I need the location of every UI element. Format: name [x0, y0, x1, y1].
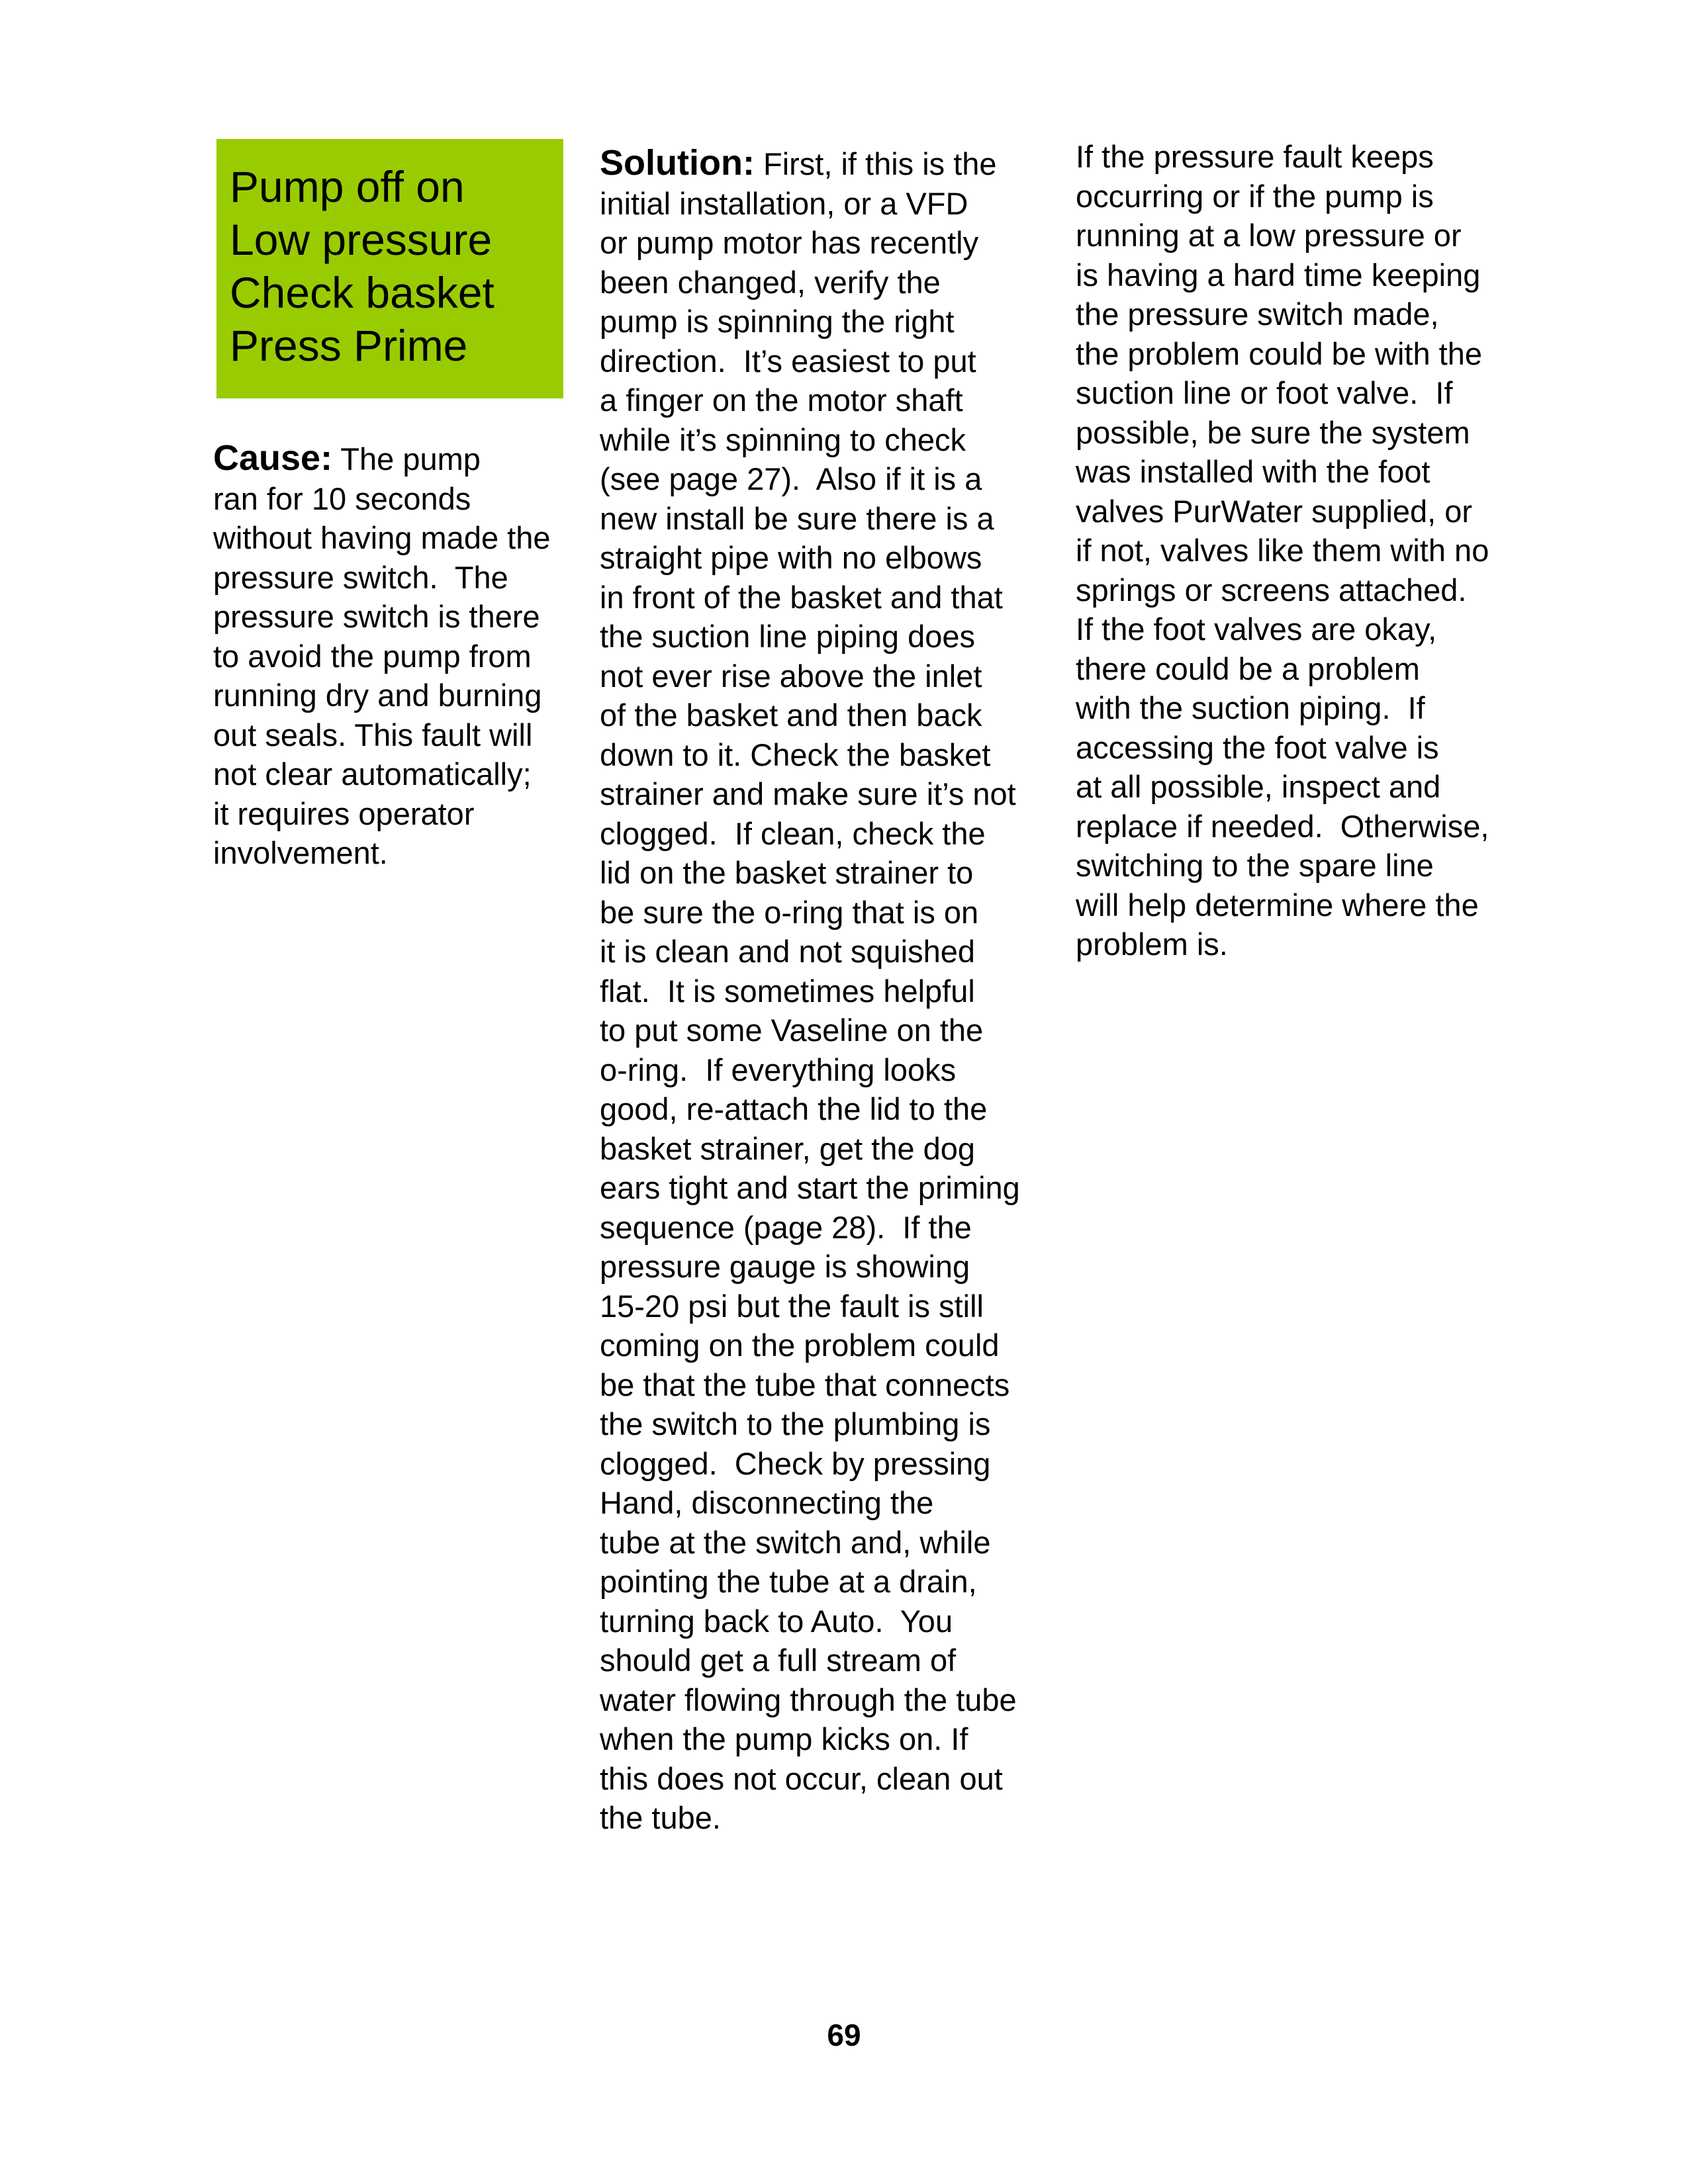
cause-text-line: ran for 10 seconds: [213, 480, 471, 516]
solution-text-line: clogged. Check by pressing: [600, 1445, 991, 1481]
cause-text-line: running dry and burning: [213, 678, 542, 713]
solution-text-line: (see page 27). Also if it is a: [600, 461, 982, 496]
continuation-text-line: running at a low pressure or: [1076, 218, 1462, 253]
solution-text-line: the suction line piping does: [600, 619, 976, 654]
solution-text-line: ears tight and start the priming: [600, 1170, 1020, 1205]
solution-text-line: First, if this is the: [754, 146, 997, 181]
solution-text-line: new install be sure there is a: [600, 500, 994, 536]
alarm-line: Press Prime: [230, 321, 468, 370]
solution-text-line: straight pipe with no elbows: [600, 540, 982, 575]
solution-text-line: pump is spinning the right: [600, 304, 955, 339]
solution-text-line: good, re-attach the lid to the: [600, 1091, 988, 1126]
continuation-text-line: if not, valves like them with no: [1076, 533, 1489, 568]
solution-text-line: tube at the switch and, while: [600, 1524, 991, 1560]
alarm-message-box: [216, 139, 563, 398]
continuation-text-line: is having a hard time keeping: [1076, 257, 1481, 293]
continuation-text-line: accessing the foot valve is: [1076, 729, 1439, 765]
continuation-text-line: replace if needed. Otherwise,: [1076, 808, 1489, 844]
alarm-line: Low pressure: [230, 215, 492, 264]
cause-text-line: to avoid the pump from: [213, 638, 532, 674]
solution-text-line: be that the tube that connects: [600, 1367, 1010, 1402]
solution-text-line: coming on the problem could: [600, 1328, 1000, 1363]
solution-text-line: to put some Vaseline on the: [600, 1013, 984, 1048]
solution-text-line: basket strainer, get the dog: [600, 1130, 975, 1166]
solution-text-line: water flowing through the tube: [600, 1682, 1017, 1717]
cause-section: [213, 439, 571, 873]
continuation-text-line: possible, be sure the system: [1076, 414, 1470, 450]
continuation-text-line: switching to the spare line: [1076, 848, 1434, 883]
page-number: 69: [827, 2018, 861, 2052]
cause-text-line: pressure switch is there: [213, 599, 540, 634]
solution-text-line: the tube.: [600, 1800, 721, 1835]
solution-text-line: down to it. Check the basket: [600, 737, 991, 772]
alarm-line: Pump off on: [230, 162, 465, 211]
solution-text-line: Hand, disconnecting the: [600, 1485, 934, 1520]
continuation-text-line: valves PurWater supplied, or: [1076, 493, 1473, 529]
continuation-text-line: was installed with the foot: [1076, 454, 1430, 489]
solution-text-line: o-ring. If everything looks: [600, 1052, 957, 1087]
continuation-text-line: the pressure switch made,: [1076, 296, 1439, 332]
cause-text-line: out seals. This fault will: [213, 717, 533, 752]
continuation-text-line: with the suction piping. If: [1076, 690, 1425, 725]
continuation-section: [1076, 137, 1552, 964]
cause-text-line: it requires operator: [213, 796, 475, 831]
continuation-text-line: suction line or foot valve. If: [1076, 375, 1453, 410]
solution-text-line: flat. It is sometimes helpful: [600, 973, 975, 1009]
solution-text-line: when the pump kicks on. If: [600, 1721, 968, 1756]
solution-text-line: should get a full stream of: [600, 1643, 957, 1678]
continuation-text-line: occurring or if the pump is: [1076, 178, 1434, 214]
cause-text-line: pressure switch. The: [213, 559, 508, 595]
continuation-text-line: will help determine where the: [1076, 887, 1479, 923]
solution-text-line: 15-20 psi but the fault is still: [600, 1288, 984, 1324]
continuation-text-line: If the pressure fault keeps: [1076, 139, 1434, 174]
solution-text-line: turning back to Auto. You: [600, 1603, 953, 1639]
solution-text-line: a finger on the motor shaft: [600, 383, 963, 418]
solution-text-line: strainer and make sure it’s not: [600, 776, 1016, 811]
solution-text-line: this does not occur, clean out: [600, 1760, 1003, 1796]
solution-text-line: pointing the tube at a drain,: [600, 1564, 977, 1599]
solution-text-line: initial installation, or a VFD: [600, 185, 968, 221]
solution-text-line: the switch to the plumbing is: [600, 1406, 991, 1441]
solution-text-line: while it’s spinning to check: [600, 422, 966, 457]
solution-text-line: pressure gauge is showing: [600, 1249, 970, 1284]
cause-text-line: without having made the: [213, 520, 551, 555]
continuation-text: [1076, 137, 1552, 964]
solution-text-line: not ever rise above the inlet: [600, 658, 982, 694]
solution-text-line: lid on the basket strainer to: [600, 855, 974, 890]
cause-text: [213, 479, 571, 873]
continuation-text-line: springs or screens attached.: [1076, 572, 1467, 608]
continuation-text-line: problem is.: [1076, 927, 1228, 962]
solution-text-line: be sure the o-ring that is on: [600, 894, 979, 930]
solution-text-line: clogged. If clean, check the: [600, 815, 986, 851]
solution-text-line: or pump motor has recently: [600, 225, 979, 260]
continuation-text-line: at all possible, inspect and: [1076, 769, 1441, 804]
solution-text-line: direction. It’s easiest to put: [600, 343, 976, 379]
continuation-text-line: the problem could be with the: [1076, 336, 1482, 371]
solution-heading: Solution:: [600, 143, 755, 183]
cause-text-line: The pump: [332, 441, 481, 477]
continuation-text-line: If the foot valves are okay,: [1076, 612, 1437, 647]
cause-text-line: involvement.: [213, 835, 388, 870]
solution-text: [600, 184, 1063, 1838]
solution-text-line: sequence (page 28). If the: [600, 1209, 972, 1245]
alarm-line: Check basket: [230, 268, 494, 317]
solution-text-line: of the basket and then back: [600, 698, 982, 733]
solution-text-line: it is clean and not squished: [600, 934, 975, 969]
solution-first-line: [600, 144, 1063, 184]
cause-heading: Cause:: [213, 438, 333, 478]
solution-text-line: been changed, verify the: [600, 264, 941, 300]
solution-section: [600, 144, 1063, 1838]
continuation-text-line: there could be a problem: [1076, 651, 1420, 686]
solution-text-line: in front of the basket and that: [600, 579, 1003, 615]
cause-first-line: [213, 439, 571, 479]
cause-text-line: not clear automatically;: [213, 756, 532, 792]
